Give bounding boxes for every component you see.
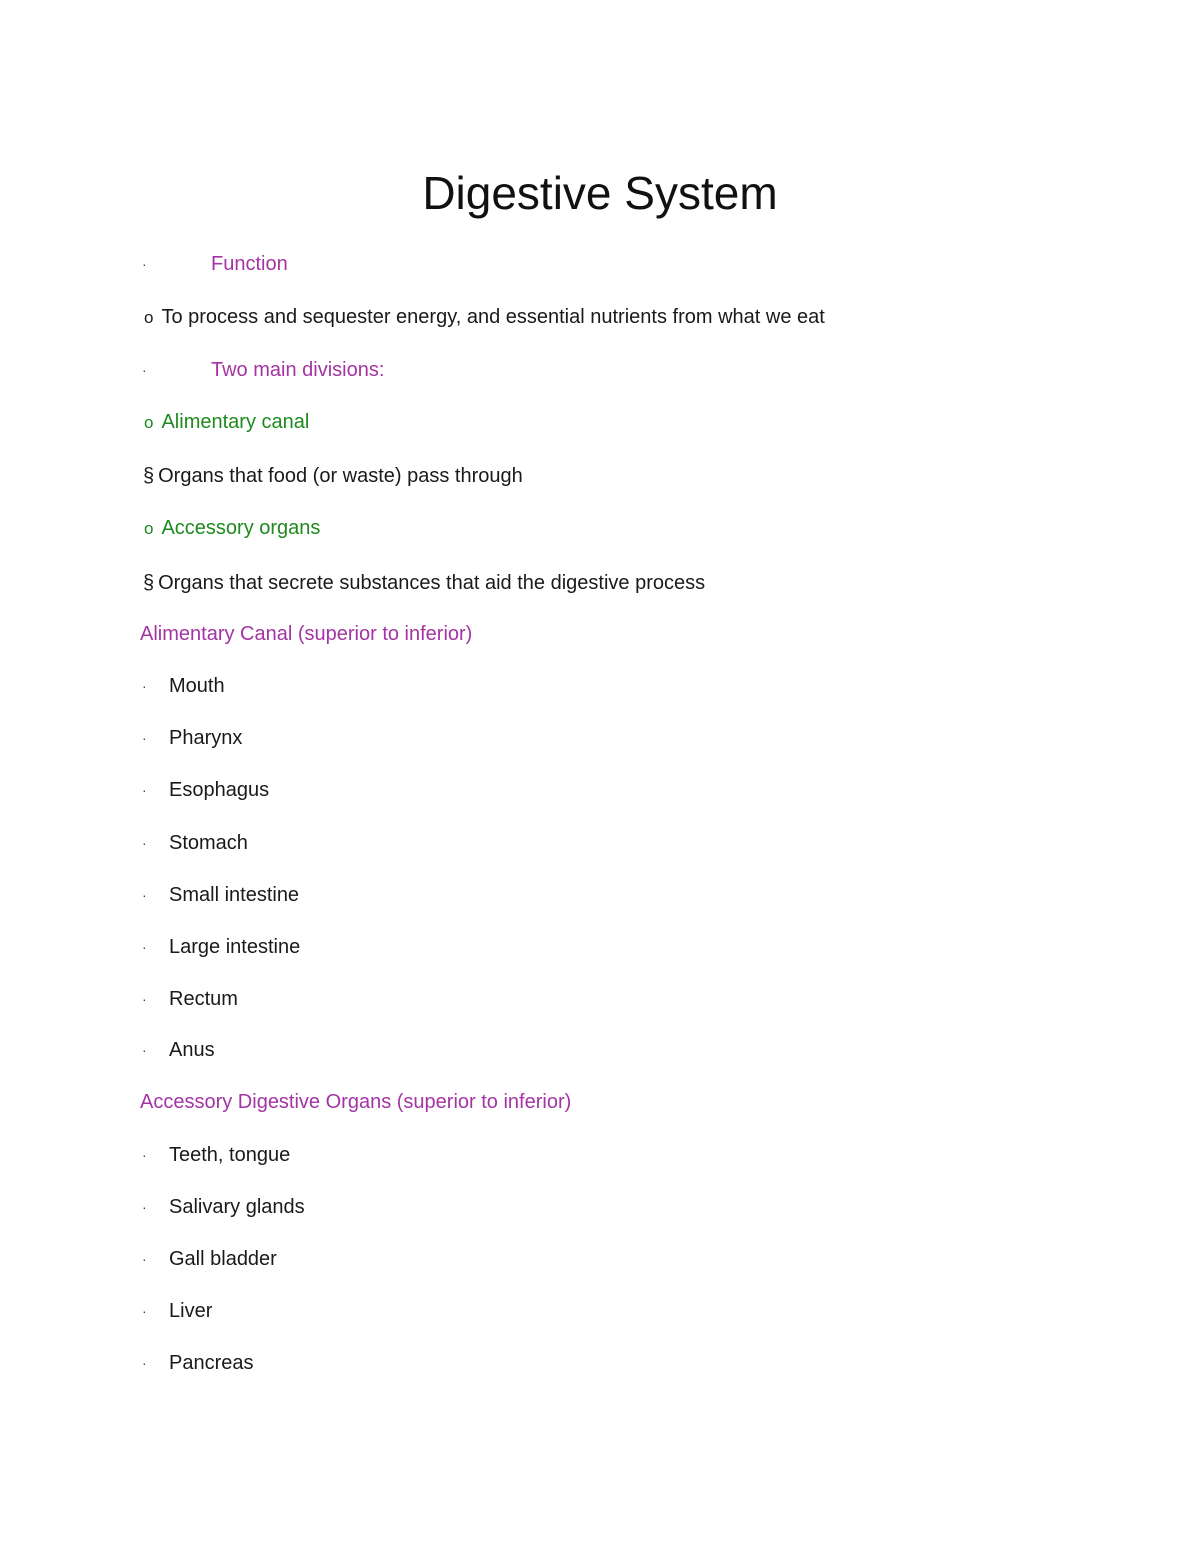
list-item: Liver xyxy=(169,1300,213,1322)
bullet-dot: · xyxy=(142,1042,147,1058)
bullet-dot: · xyxy=(142,1251,147,1267)
list-item: Stomach xyxy=(169,832,248,854)
list-item: Esophagus xyxy=(169,779,270,801)
alimentary-desc-line xyxy=(143,463,523,489)
divisions-label: Two main divisions: xyxy=(211,359,385,381)
section-bullet: § xyxy=(143,572,155,594)
bullet-dot: · xyxy=(142,1199,147,1215)
bullet-dot: · xyxy=(142,256,147,272)
list-item: Teeth, tongue xyxy=(169,1144,291,1166)
bullet-dot: · xyxy=(142,678,147,694)
function-text: To process and sequester energy, and essential nutrients from what we eat xyxy=(161,306,825,328)
bullet-dot: · xyxy=(142,939,147,955)
bullet-dot: · xyxy=(142,782,147,798)
list-item: Gall bladder xyxy=(169,1248,277,1270)
bullet-dot: · xyxy=(142,835,147,851)
accessory-section-heading: Accessory Digestive Organs (superior to inferior) xyxy=(140,1091,572,1113)
alimentary-label: Alimentary canal xyxy=(161,411,310,433)
section-bullet: § xyxy=(143,465,155,487)
list-item: Salivary glands xyxy=(169,1196,305,1218)
bullet-dot: · xyxy=(142,887,147,903)
function-label: Function xyxy=(211,253,288,275)
list-item: Small intestine xyxy=(169,884,300,906)
bullet-dot: · xyxy=(142,1303,147,1319)
list-item: Mouth xyxy=(169,675,225,697)
accessory-desc: Organs that secrete substances that aid the digestive process xyxy=(158,572,706,594)
list-item: Pancreas xyxy=(169,1352,254,1374)
bullet-dot: · xyxy=(142,1355,147,1371)
accessory-label-line xyxy=(144,515,320,542)
circle-bullet: o xyxy=(144,308,154,327)
document-title: Digestive System xyxy=(422,167,778,219)
bullet-dot: · xyxy=(142,1147,147,1163)
bullet-dot: · xyxy=(142,730,147,746)
circle-bullet: o xyxy=(144,519,154,538)
list-item: Rectum xyxy=(169,988,238,1010)
list-item: Large intestine xyxy=(169,936,301,958)
alimentary-section-heading: Alimentary Canal (superior to inferior) xyxy=(140,623,473,645)
circle-bullet: o xyxy=(144,413,154,432)
accessory-label: Accessory organs xyxy=(161,517,321,539)
bullet-dot: · xyxy=(142,991,147,1007)
bullet-dot: · xyxy=(142,362,147,378)
accessory-desc-line xyxy=(143,570,705,596)
function-text-line xyxy=(144,304,825,331)
alimentary-desc: Organs that food (or waste) pass through xyxy=(158,465,523,487)
list-item: Anus xyxy=(169,1039,215,1061)
alimentary-label-line xyxy=(144,409,309,436)
list-item: Pharynx xyxy=(169,727,243,749)
